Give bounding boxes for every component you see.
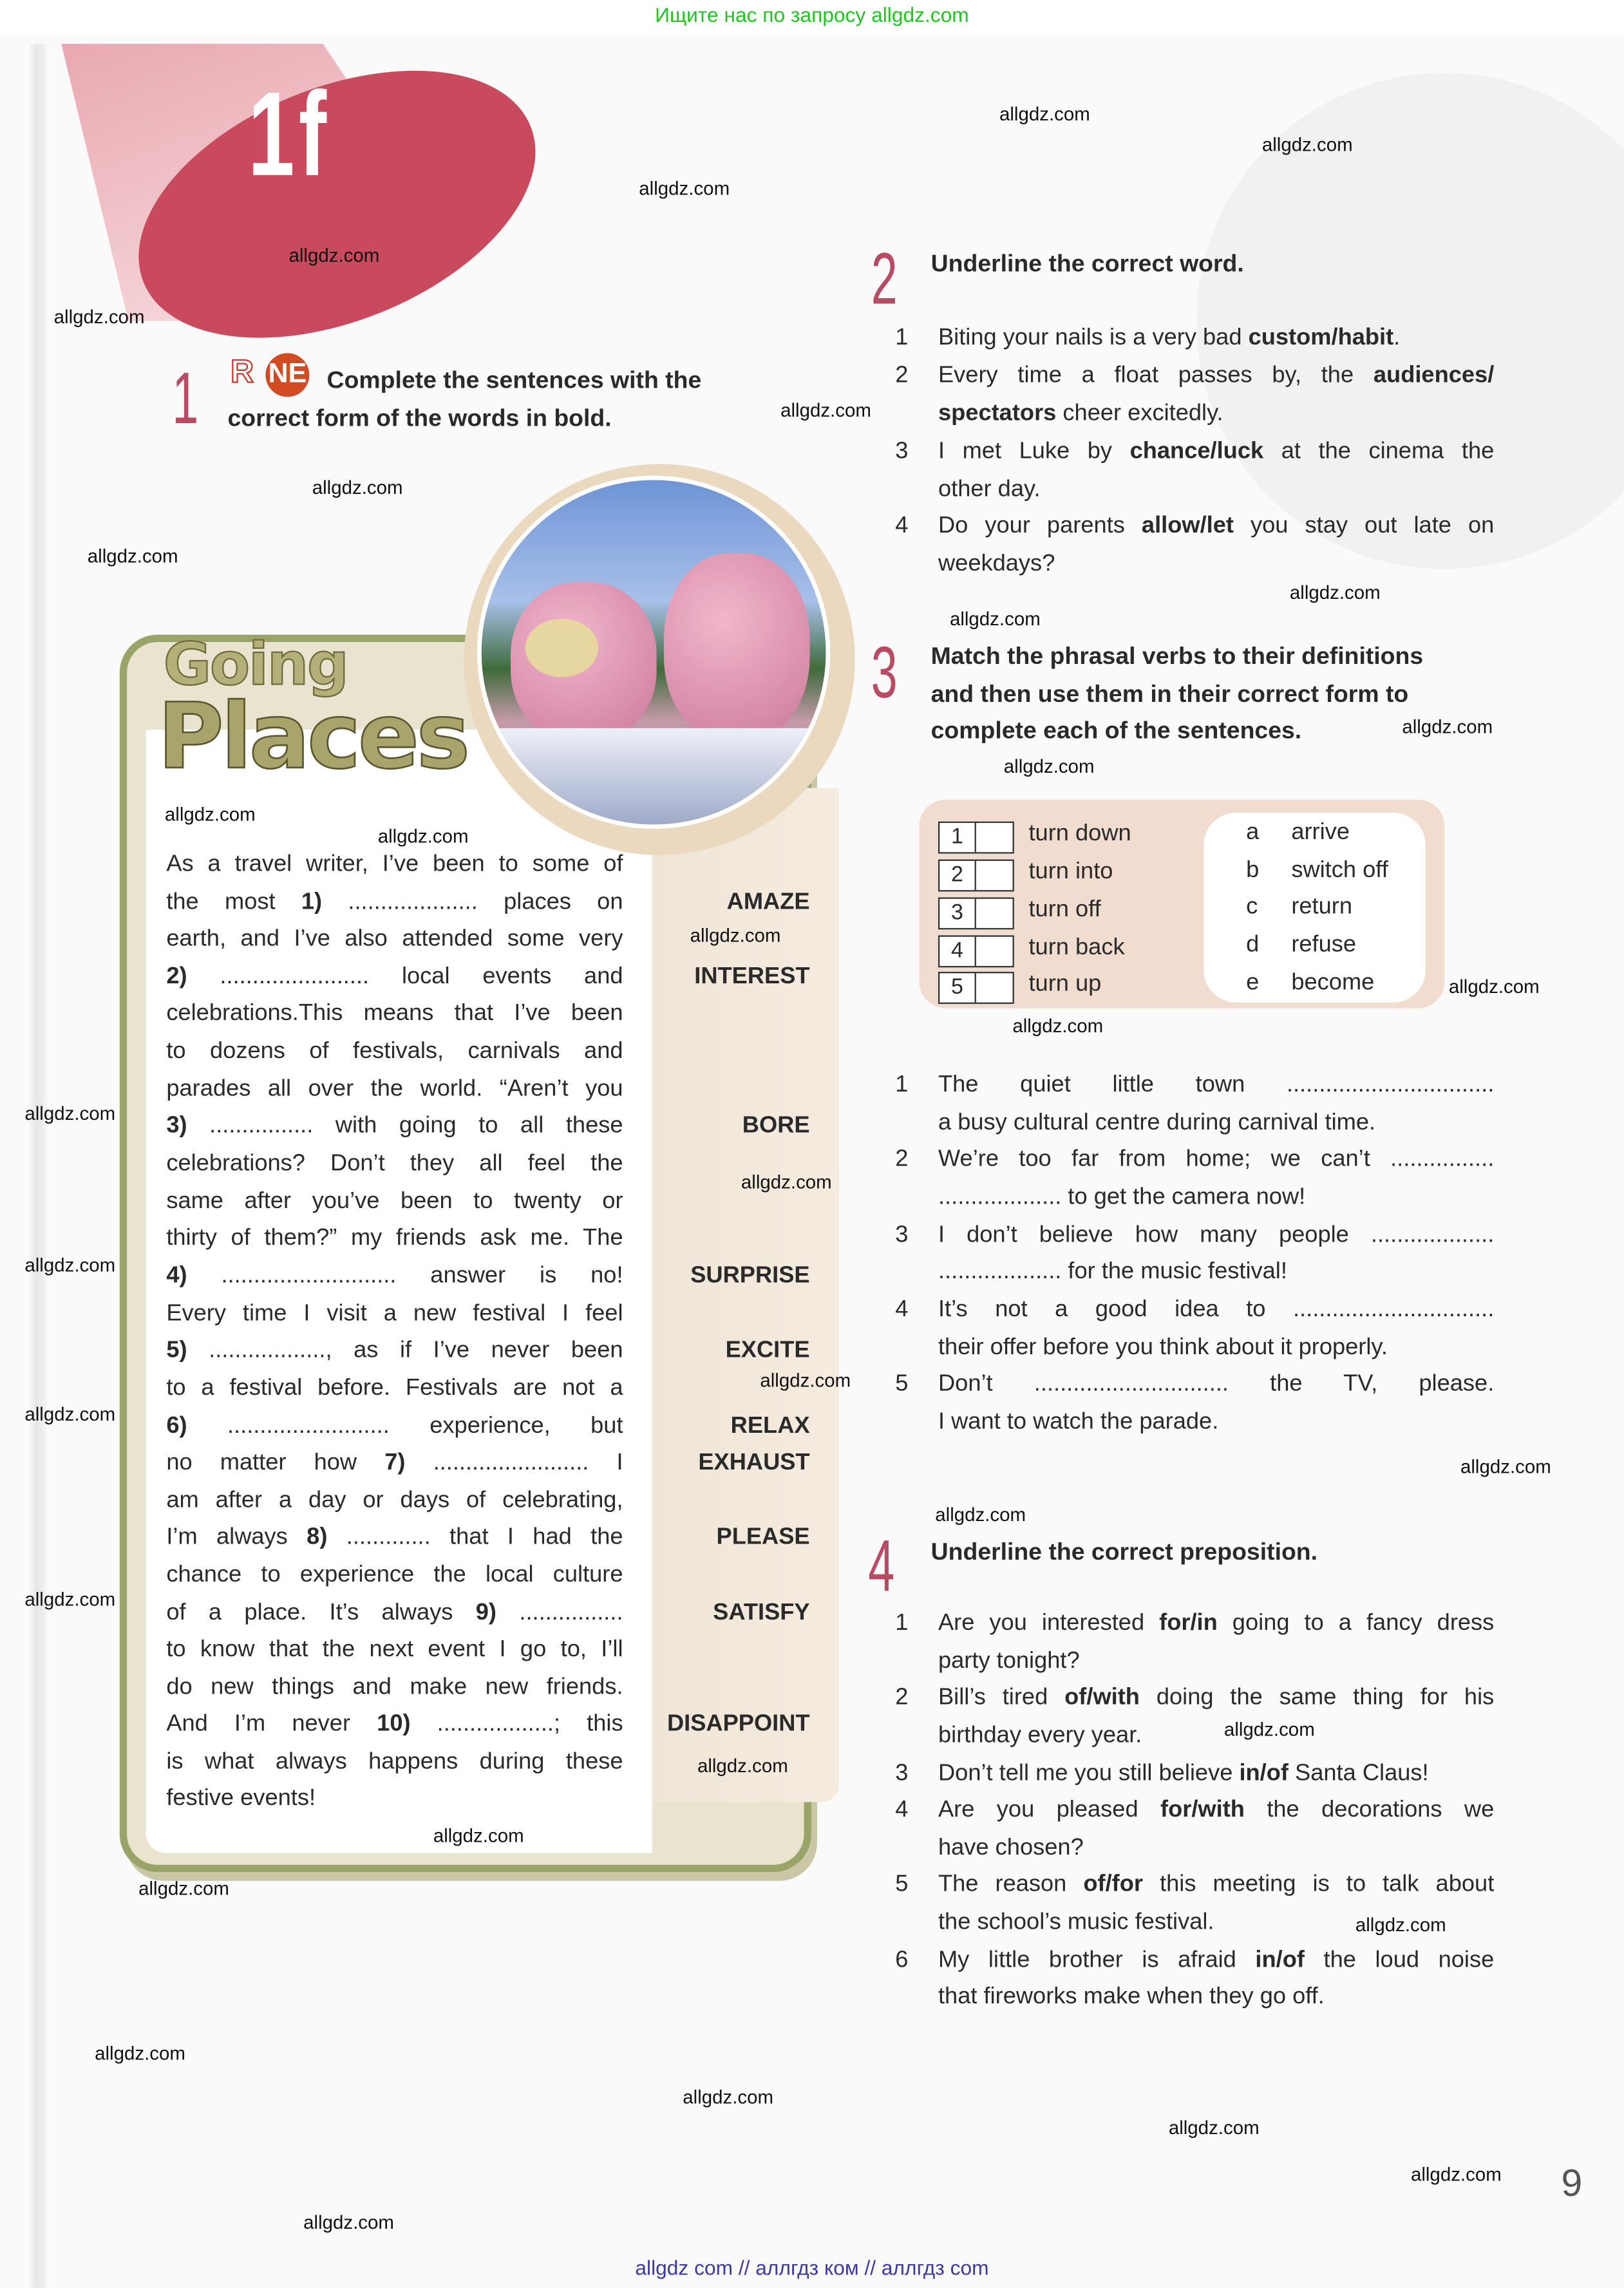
passage-line (166, 1601, 623, 1628)
text-segment: I met Luke by (938, 439, 1130, 464)
item-number: 1 (895, 1611, 909, 1636)
text-segment: ................... to get the camera now! (938, 1184, 1306, 1210)
text-segment: .................., as if I’ve never been (187, 1338, 623, 1363)
definition-letter: d (1246, 932, 1260, 958)
watermark: allgdz.com (760, 1369, 851, 1392)
watermark: allgdz.com (780, 399, 871, 421)
unit-label: 1f (248, 68, 331, 202)
watermark: allgdz.com (697, 1754, 788, 1777)
word-in-bold: PLEASE (716, 1524, 810, 1550)
text-segment: the most (166, 890, 301, 915)
word-in-bold: INTEREST (694, 964, 810, 990)
word-in-bold: EXCITE (725, 1338, 810, 1363)
watermark: allgdz.com (1261, 133, 1353, 156)
item-line (938, 477, 1494, 504)
passage-line (166, 1414, 623, 1441)
passage-line (166, 1225, 623, 1253)
bold-text: 2) (166, 964, 187, 990)
item-line (938, 1372, 1494, 1399)
item-line (938, 1985, 1494, 2012)
watermark: allgdz.com (95, 2042, 185, 2065)
watermark: allgdz.com (1355, 1913, 1446, 1936)
item-line (938, 1223, 1494, 1250)
watermark: allgdz.com (24, 1403, 116, 1425)
passage-line (166, 1001, 623, 1028)
text-segment: chance to experience the local culture (166, 1562, 623, 1588)
bold-text: audiences/ (1373, 363, 1495, 388)
text-segment: to dozens of festivals, carnivals and (166, 1039, 623, 1064)
exercise-3-instruction: and then use them in their correct form to (930, 681, 1409, 708)
text-segment: ................ with going to all these (187, 1113, 623, 1139)
passage-line (166, 1675, 623, 1702)
definition-letter: a (1246, 820, 1260, 845)
watermark: allgdz.com (138, 1877, 229, 1900)
bold-text: 5) (166, 1338, 187, 1363)
exercise-4-number: 4 (868, 1524, 895, 1607)
text-segment: The quiet little town ................................ (938, 1072, 1495, 1097)
text-segment: earth, and I’ve also attended some very (166, 926, 623, 952)
passage-line (166, 1077, 623, 1104)
watermark: allgdz.com (24, 1254, 116, 1276)
badge-circle: NE (265, 353, 309, 397)
text-segment: festive events! (166, 1786, 316, 1811)
word-in-bold: RELAX (730, 1413, 810, 1439)
text-segment: this meeting is to talk about (1143, 1872, 1495, 1897)
text-segment: Don’t tell me you still believe (938, 1761, 1240, 1786)
text-segment: thirty of them?” my friends ask me. The (166, 1225, 623, 1251)
item-line (938, 1259, 1494, 1286)
item-number: 4 (895, 1297, 909, 1322)
word-in-bold: DISAPPOINT (666, 1711, 810, 1737)
rne-badge-icon (231, 353, 315, 397)
passage-line (166, 1450, 623, 1477)
exercise-3-number: 3 (871, 632, 898, 714)
watermark: allgdz.com (1448, 975, 1540, 997)
watermark: allgdz.com (24, 1588, 116, 1611)
text-segment: ............. that I had the (327, 1524, 623, 1550)
watermark: allgdz.com (303, 2211, 394, 2233)
item-number: 3 (895, 439, 909, 464)
badge-letter: R (231, 353, 251, 390)
bold-text: 4) (166, 1263, 187, 1289)
passage-line (166, 890, 623, 917)
passage-line (166, 1039, 623, 1066)
item-line (938, 1072, 1494, 1099)
exercise-4-instruction: Underline the correct preposition. (930, 1539, 1318, 1566)
verb: turn back (1028, 935, 1125, 960)
text-segment: I don’t believe how many people ................... (938, 1222, 1495, 1248)
passage-line (166, 1786, 623, 1813)
item-line (938, 1185, 1494, 1212)
item-number: 4 (895, 1797, 909, 1823)
bold-text: of/with (1064, 1685, 1140, 1710)
item-line (938, 1649, 1494, 1676)
item-line (938, 1410, 1494, 1437)
text-segment: Every time a float passes by, the (938, 363, 1374, 388)
bold-text: for/in (1159, 1611, 1218, 1636)
bold-text: 8) (307, 1524, 328, 1550)
text-segment: have chosen? (938, 1835, 1084, 1861)
definition: arrive (1291, 820, 1350, 845)
item-line (938, 514, 1494, 541)
text-segment: My little brother is afraid (938, 1947, 1256, 1973)
item-number: 2 (895, 1146, 909, 1172)
definition-letter: c (1246, 894, 1258, 920)
bold-text: in/of (1239, 1761, 1289, 1786)
text-segment: I’m always (166, 1524, 307, 1550)
watermark: allgdz.com (639, 177, 730, 200)
item-line (938, 1611, 1494, 1638)
text-segment: a busy cultural centre during carnival time. (938, 1110, 1376, 1135)
verb: turn down (1028, 821, 1131, 847)
item-line (938, 1761, 1494, 1788)
footer-links[interactable]: allgdz com // аллгдз ком // аллгдз com (635, 2256, 989, 2280)
item-line (938, 1872, 1494, 1899)
item-line (938, 1948, 1494, 1975)
item-line (938, 1723, 1494, 1750)
word-in-bold: EXHAUST (698, 1450, 810, 1475)
watermark: allgdz.com (288, 244, 380, 267)
text-segment: other day. (938, 477, 1041, 502)
passage-line (166, 1113, 623, 1140)
exercise-1-instruction: correct form of the words in bold. (227, 405, 612, 432)
text-segment: ................... for the music festival! (938, 1259, 1287, 1284)
watermark: allgdz.com (87, 545, 178, 567)
text-segment: you stay out late on (1233, 513, 1495, 539)
bold-text: 3) (166, 1113, 187, 1139)
item-number: 3 (895, 1222, 909, 1248)
text-segment: Don’t .............................. the TV, please. (938, 1371, 1495, 1397)
item-number: 1 (895, 1072, 909, 1097)
word-in-bold: SURPRISE (690, 1263, 810, 1289)
verb: turn up (1028, 972, 1102, 997)
text-segment: We’re too far from home; we can’t ................ (938, 1146, 1495, 1172)
text-segment: weekdays? (938, 551, 1055, 577)
item-line (938, 1836, 1494, 1863)
text-segment: Every time I visit a new festival I feel (166, 1301, 623, 1327)
bold-text: 9) (475, 1600, 497, 1626)
watermark: allgdz.com (433, 1824, 524, 1847)
passage-line (166, 1712, 623, 1739)
text-segment: ......................... experience, but (187, 1413, 623, 1439)
text-segment: ..................; this (410, 1711, 623, 1737)
exercise-1-instruction: Complete the sentences with the (326, 368, 702, 394)
text-segment: to know that the next event I go to, I’ll (166, 1637, 623, 1662)
watermark: allgdz.com (164, 803, 256, 826)
passage-line (166, 1750, 623, 1777)
verb: turn into (1028, 859, 1113, 885)
item-line (938, 1798, 1494, 1825)
passage-line (166, 1563, 623, 1590)
passage-line (166, 1301, 623, 1328)
text-segment: I want to watch the parade. (938, 1409, 1219, 1435)
item-number: 5 (895, 1371, 909, 1397)
passage-line (166, 965, 623, 992)
item-line (938, 552, 1494, 579)
text-segment: celebrations.This means that I’ve been (166, 1001, 623, 1026)
definition: refuse (1291, 932, 1357, 958)
word-in-bold: BORE (742, 1113, 810, 1139)
verb: turn off (1028, 897, 1101, 923)
verb-number: 2 (939, 861, 976, 890)
item-number: 2 (895, 1685, 909, 1710)
watermark: allgdz.com (999, 102, 1090, 125)
watermark: allgdz.com (312, 476, 403, 498)
definition: switch off (1291, 858, 1388, 883)
item-line (938, 1297, 1494, 1324)
watermark: allgdz.com (24, 1102, 116, 1124)
book-spine-shadow (26, 44, 47, 2288)
definition-letter: b (1246, 858, 1260, 883)
item-line (938, 1685, 1494, 1712)
text-segment: celebrations? Don’t they all feel the (166, 1151, 623, 1177)
text-segment: cheer excitedly. (1056, 401, 1223, 426)
watermark: allgdz.com (1460, 1455, 1551, 1478)
text-segment: And I’m never (166, 1711, 377, 1737)
page-number: 9 (1561, 2160, 1583, 2205)
word-in-bold: AMAZE (726, 890, 810, 915)
bold-text: for/with (1160, 1797, 1245, 1823)
passage-line (166, 1637, 623, 1664)
text-segment: ....................... local events and (187, 964, 623, 990)
text-segment: ........................... answer is no! (187, 1263, 623, 1289)
text-segment: do new things and make new friends. (166, 1675, 623, 1700)
bold-text: custom/habit (1248, 325, 1394, 350)
item-line (938, 1110, 1494, 1137)
text-segment: Are you pleased (938, 1797, 1161, 1823)
watermark: allgdz.com (1003, 755, 1095, 777)
passage-line (166, 1263, 623, 1291)
text-segment: of a place. It’s always (166, 1600, 476, 1626)
text-segment: the loud noise (1304, 1947, 1495, 1973)
text-segment: am after a day or days of celebrating, (166, 1488, 623, 1513)
text-segment: Bill’s tired (938, 1685, 1065, 1710)
text-segment: Do your parents (938, 513, 1142, 539)
passage-line (166, 1488, 623, 1515)
exercise-3-instruction: complete each of the sentences. (930, 717, 1302, 744)
box-title: Going (163, 632, 348, 699)
definition: return (1291, 894, 1353, 920)
watermark: allgdz.com (1223, 1718, 1315, 1741)
text-segment: at the cinema the (1263, 439, 1495, 464)
passage-line (166, 1525, 623, 1552)
item-line (938, 363, 1494, 390)
passage-line (166, 1338, 623, 1365)
text-segment: As a travel writer, I’ve been to some of (166, 852, 623, 877)
bold-text: in/of (1255, 1947, 1305, 1973)
exercise-3-instruction: Match the phrasal verbs to their definitions (930, 643, 1424, 670)
bold-text: 10) (377, 1711, 411, 1737)
text-segment: to a festival before. Festivals are not a (166, 1376, 623, 1401)
passage-line (166, 1376, 623, 1403)
watermark: allgdz.com (53, 305, 145, 328)
text-segment: .................... places on (322, 890, 623, 915)
text-segment: their offer before you think about it properly. (938, 1335, 1388, 1360)
exercise-2-number: 2 (871, 238, 898, 320)
text-segment: Biting your nails is a very bad (938, 325, 1249, 350)
text-segment: Are you interested (938, 1611, 1160, 1636)
text-segment: parades all over the world. “Aren’t you (166, 1077, 623, 1102)
festival-photo (477, 476, 830, 829)
item-number: 2 (895, 363, 909, 388)
watermark: allgdz.com (1289, 581, 1381, 603)
watermark: allgdz.com (690, 924, 781, 947)
bold-text: 6) (166, 1413, 187, 1439)
verb-number: 3 (939, 899, 976, 928)
verb-number: 5 (939, 973, 976, 1002)
text-segment: ................ (496, 1600, 623, 1626)
item-number: 5 (895, 1872, 909, 1897)
watermark: allgdz.com (683, 2086, 774, 2108)
text-segment: Santa Claus! (1288, 1761, 1429, 1786)
text-segment: birthday every year. (938, 1723, 1142, 1748)
watermark: allgdz.com (1168, 2116, 1260, 2139)
watermark: allgdz.com (741, 1171, 832, 1193)
verb-number: 4 (939, 937, 976, 966)
item-number: 4 (895, 513, 909, 539)
bold-text: 7) (384, 1450, 406, 1475)
text-segment: . (1393, 325, 1401, 350)
item-line (938, 1335, 1494, 1362)
exercise-2-instruction: Underline the correct word. (930, 251, 1244, 278)
passage-line (166, 927, 623, 954)
bold-text: allow/let (1141, 513, 1234, 539)
text-segment: is what always happens during these (166, 1749, 623, 1775)
text-segment: going to a fancy dress (1217, 1611, 1495, 1636)
definition: become (1291, 970, 1375, 996)
word-in-bold: SATISFY (713, 1600, 810, 1626)
text-segment: It’s not a good idea to ............................... (938, 1297, 1495, 1322)
bold-text: of/for (1083, 1872, 1144, 1897)
text-segment: doing the same thing for his (1139, 1685, 1495, 1710)
text-segment: party tonight? (938, 1649, 1080, 1674)
watermark: allgdz.com (377, 825, 469, 847)
text-segment: The reason (938, 1872, 1084, 1897)
text-segment: the decorations we (1244, 1797, 1495, 1823)
text-segment: same after you’ve been to twenty or (166, 1189, 623, 1215)
watermark: allgdz.com (1402, 715, 1493, 738)
definition-letter: e (1246, 970, 1260, 996)
bold-text: 1) (301, 890, 323, 915)
exercise-1-number: 1 (172, 357, 199, 440)
watermark: allgdz.com (949, 607, 1041, 630)
item-line (938, 401, 1494, 428)
passage-line (166, 1151, 623, 1178)
text-segment: no matter how (166, 1450, 385, 1475)
text-segment: ........................ I (405, 1450, 623, 1475)
text-segment: the school’s music festival. (938, 1910, 1214, 1935)
item-number: 3 (895, 1761, 909, 1786)
box-title: Places (157, 683, 467, 789)
search-banner[interactable]: Ищите нас по запросу allgdz.com (655, 3, 969, 26)
item-line (938, 325, 1494, 352)
item-number: 1 (895, 325, 909, 350)
item-line (938, 439, 1494, 466)
item-line (938, 1147, 1494, 1174)
passage-line (166, 852, 623, 879)
watermark: allgdz.com (935, 1504, 1026, 1526)
bold-text: chance/luck (1129, 439, 1264, 464)
passage-line (166, 1189, 623, 1216)
verb-number: 1 (939, 823, 976, 852)
watermark: allgdz.com (1410, 2163, 1502, 2186)
watermark: allgdz.com (1012, 1014, 1104, 1037)
item-number: 6 (895, 1947, 909, 1973)
bold-text: spectators (938, 401, 1057, 426)
text-segment: that fireworks make when they go off. (938, 1984, 1325, 2010)
